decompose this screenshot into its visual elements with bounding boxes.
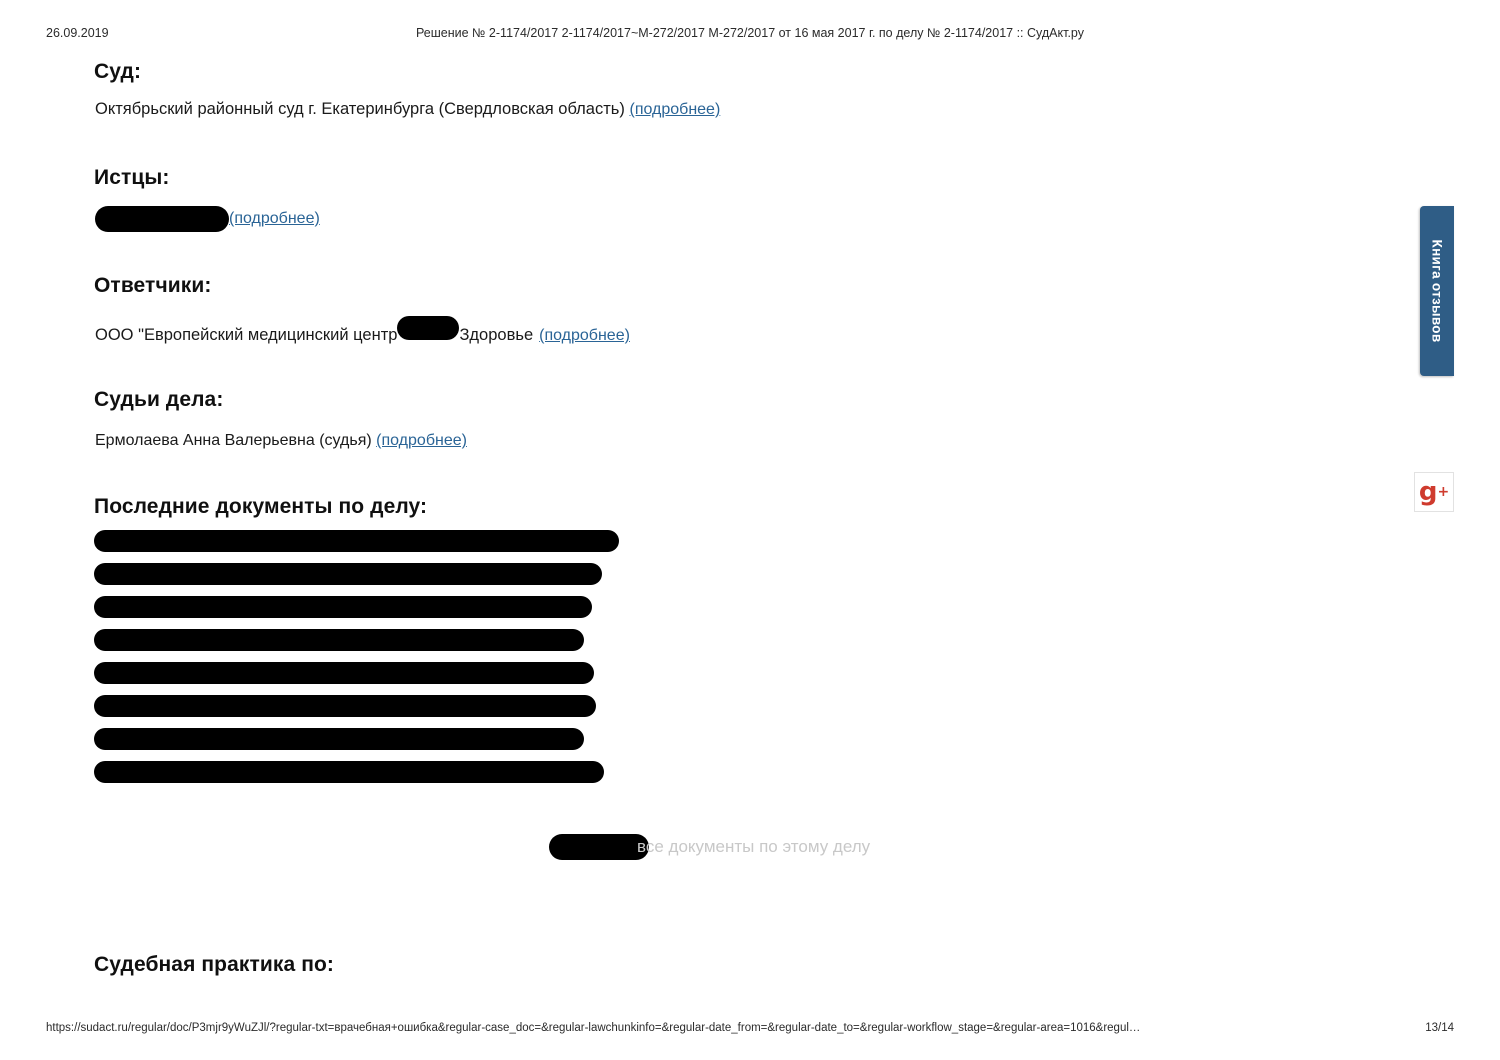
redaction-bar-document-8 bbox=[94, 761, 604, 783]
judge-more-link[interactable]: (подробнее) bbox=[376, 432, 467, 449]
print-page-number: 13/14 bbox=[1425, 1022, 1454, 1034]
print-title: Решение № 2-1174/2017 2-1174/2017~М-272/2017 М-272/2017 от 16 мая 2017 г. по делу № 2-1174/2017 :: СудАкт.ру bbox=[416, 26, 1084, 40]
google-plus-icon bbox=[1415, 473, 1453, 511]
defendant-value-row bbox=[95, 316, 630, 347]
judge-name: Ермолаева Анна Валерьевна (судья) bbox=[95, 432, 372, 449]
section-heading-judges: Судьи дела: bbox=[94, 388, 224, 411]
judge-value-row bbox=[95, 430, 467, 452]
redaction-bar-document-4 bbox=[94, 629, 584, 651]
redaction-bar-document-2 bbox=[94, 563, 602, 585]
court-more-link[interactable]: (подробнее) bbox=[629, 101, 721, 118]
google-plus-share-button[interactable] bbox=[1414, 472, 1454, 512]
google-plus-plus: + bbox=[1437, 484, 1450, 500]
plaintiff-more-link[interactable]: (подробнее) bbox=[229, 210, 320, 227]
defendant-more-link[interactable]: (подробнее) bbox=[539, 327, 630, 344]
defendant-name-part-2: Здоровье bbox=[459, 326, 534, 344]
section-heading-latest-documents: Последние документы по делу: bbox=[94, 495, 428, 518]
redaction-bar-defendant-name bbox=[397, 316, 459, 340]
print-header bbox=[0, 26, 1500, 44]
all-documents-label: все документы по этому делу bbox=[637, 837, 871, 856]
section-heading-court: Суд: bbox=[94, 60, 142, 83]
section-heading-defendants: Ответчики: bbox=[94, 274, 212, 297]
print-footer bbox=[0, 1022, 1500, 1040]
court-value-row bbox=[95, 98, 720, 121]
latest-documents-list bbox=[94, 530, 619, 794]
redaction-bar-all-documents-link bbox=[549, 834, 649, 860]
defendant-name-part-1: ООО "Европейский медицинский центр bbox=[95, 326, 398, 344]
redaction-bar-document-7 bbox=[94, 728, 584, 750]
feedback-book-tab[interactable] bbox=[1420, 206, 1454, 376]
redaction-bar-document-5 bbox=[94, 662, 594, 684]
all-documents-row[interactable] bbox=[549, 834, 870, 860]
redaction-bar-document-1 bbox=[94, 530, 619, 552]
section-heading-practice: Судебная практика по: bbox=[94, 953, 335, 976]
section-heading-plaintiffs: Истцы: bbox=[94, 166, 170, 189]
print-url: https://sudact.ru/regular/doc/P3mjr9yWuZJl/?regular-txt=врачебная+ошибка&regular-case_doc=&regular-lawchunkinfo=&regular-date_from=&regular-date_to=&regular-workflow_stage=&regular-area=1016&regul… bbox=[46, 1022, 1141, 1034]
redaction-bar-document-3 bbox=[94, 596, 592, 618]
feedback-book-tab-label: Книга отзывов bbox=[1429, 239, 1445, 343]
plaintiff-value-row bbox=[95, 206, 320, 232]
redaction-bar-plaintiff-name bbox=[95, 206, 229, 232]
court-name: Октябрьский районный суд г. Екатеринбурга (Свердловская область) bbox=[95, 100, 625, 118]
google-plus-letter: g bbox=[1418, 477, 1438, 507]
redaction-bar-document-6 bbox=[94, 695, 596, 717]
print-date: 26.09.2019 bbox=[46, 26, 109, 40]
